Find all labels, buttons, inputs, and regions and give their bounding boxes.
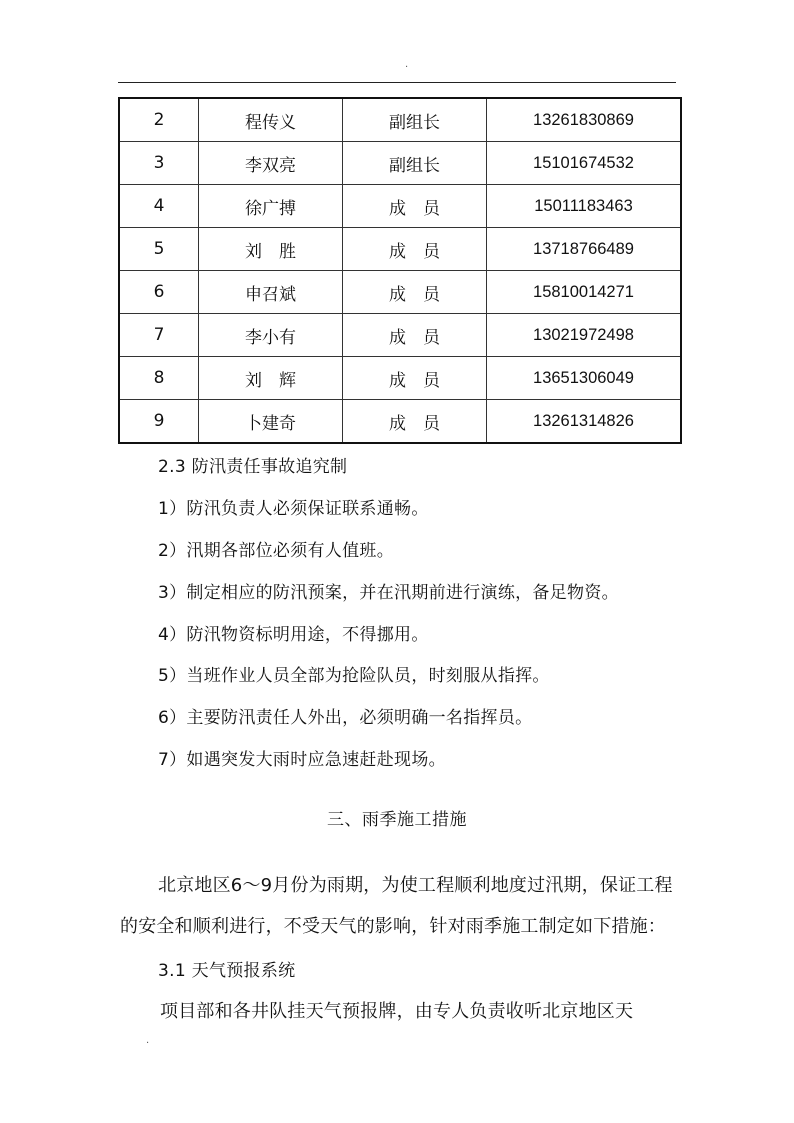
member-name: 刘 胜	[199, 228, 343, 271]
list-item: 7）如遇突发大雨时应急速赶赴现场。	[158, 750, 446, 770]
member-phone: 15101674532	[487, 142, 682, 185]
member-role: 副组长	[343, 98, 487, 142]
member-role: 成 员	[343, 271, 487, 314]
member-role: 副组长	[343, 142, 487, 185]
section-heading-2-3: 2.3 防汛责任事故追究制	[158, 457, 348, 477]
row-number: 2	[119, 98, 199, 142]
member-phone: 15810014271	[487, 271, 682, 314]
member-phone: 13261830869	[487, 98, 682, 142]
member-name: 李小有	[199, 314, 343, 357]
table-row	[119, 228, 681, 271]
flood-team-table	[118, 97, 682, 444]
row-number: 5	[119, 228, 199, 271]
member-name: 申召斌	[199, 271, 343, 314]
member-name: 卜建奇	[199, 400, 343, 444]
member-name: 程传义	[199, 98, 343, 142]
table-row	[119, 357, 681, 400]
table-row	[119, 314, 681, 357]
member-name: 刘 辉	[199, 357, 343, 400]
member-name: 李双亮	[199, 142, 343, 185]
table-row	[119, 271, 681, 314]
list-item: 5）当班作业人员全部为抢险队员，时刻服从指挥。	[158, 666, 550, 686]
member-role: 成 员	[343, 228, 487, 271]
paragraph-line: 项目部和各井队挂天气预报牌，由专人负责收听北京地区天	[160, 1001, 634, 1022]
table-row	[119, 400, 681, 444]
row-number: 3	[119, 142, 199, 185]
member-phone: 13261314826	[487, 400, 682, 444]
header-rule	[118, 82, 676, 83]
list-item: 1）防汛负责人必须保证联系通畅。	[158, 499, 429, 519]
member-role: 成 员	[343, 185, 487, 228]
row-number: 6	[119, 271, 199, 314]
section-heading-3-1: 3.1 天气预报系统	[158, 961, 296, 981]
row-number: 4	[119, 185, 199, 228]
member-phone: 13021972498	[487, 314, 682, 357]
table-row	[119, 98, 681, 142]
list-item: 6）主要防汛责任人外出，必须明确一名指挥员。	[158, 708, 533, 728]
footer-mark: .	[146, 1035, 150, 1046]
section-title-3: 三、雨季施工措施	[327, 810, 467, 830]
list-item: 4）防汛物资标明用途，不得挪用。	[158, 625, 429, 645]
member-name: 徐广搏	[199, 185, 343, 228]
member-role: 成 员	[343, 314, 487, 357]
list-item: 3）制定相应的防汛预案，并在汛期前进行演练，备足物资。	[158, 583, 619, 603]
paragraph-line: 北京地区6～9月份为雨期，为使工程顺利地度过汛期，保证工程	[158, 875, 673, 896]
paragraph-line: 的安全和顺利进行，不受天气的影响，针对雨季施工制定如下措施：	[120, 916, 666, 937]
row-number: 7	[119, 314, 199, 357]
row-number: 9	[119, 400, 199, 444]
row-number: 8	[119, 357, 199, 400]
member-role: 成 员	[343, 400, 487, 444]
member-role: 成 员	[343, 357, 487, 400]
header-mark: .	[405, 59, 409, 70]
table-row	[119, 142, 681, 185]
table-row	[119, 185, 681, 228]
member-phone: 13651306049	[487, 357, 682, 400]
list-item: 2）汛期各部位必须有人值班。	[158, 541, 395, 561]
member-phone: 15011183463	[487, 185, 682, 228]
member-phone: 13718766489	[487, 228, 682, 271]
